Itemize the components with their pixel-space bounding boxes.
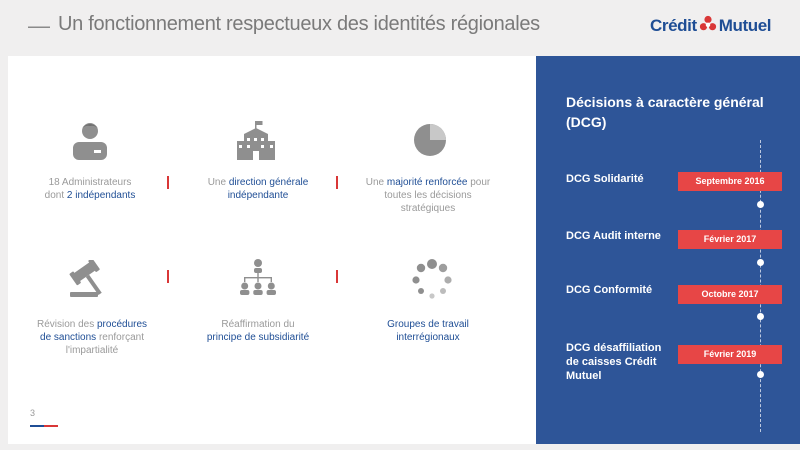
footer-flag-bar bbox=[30, 425, 58, 427]
administrators-highlight: 2 indépendants bbox=[66, 190, 136, 201]
groups-line1: Groupes de travail bbox=[387, 319, 469, 330]
red-separator bbox=[167, 176, 169, 189]
timeline-label: DCG Solidarité bbox=[566, 173, 644, 185]
logo-text-left: Crédit bbox=[650, 16, 697, 35]
org-chart-icon bbox=[236, 258, 280, 307]
majority-line3: stratégiques bbox=[400, 203, 456, 214]
direction-text bbox=[196, 176, 320, 202]
majority-suffix: pour bbox=[467, 177, 491, 188]
logo-text-right: Mutuel bbox=[718, 16, 772, 35]
majority-line2: toutes les décisions bbox=[384, 190, 472, 201]
sanctions-line3: l'impartialité bbox=[65, 345, 119, 356]
majority-highlight: majorité renforcée bbox=[386, 177, 468, 188]
groups-text bbox=[366, 318, 490, 344]
red-separator bbox=[336, 270, 338, 283]
timeline-dot bbox=[757, 259, 764, 266]
pie-chart-icon bbox=[410, 120, 450, 165]
timeline-label: DCG désaffiliation de caisses Crédit Mutuel bbox=[566, 342, 662, 382]
timeline-date-badge: Septembre 2016 bbox=[678, 172, 782, 191]
spinner-dots-icon bbox=[410, 258, 454, 307]
red-separator bbox=[167, 270, 169, 283]
sanctions-prefix: Révision des bbox=[36, 319, 97, 330]
page-number: 3 bbox=[30, 408, 36, 418]
credit-mutuel-logo bbox=[650, 14, 771, 38]
direction-prefix: Une bbox=[207, 177, 229, 188]
timeline-label: DCG Conformité bbox=[566, 284, 653, 296]
building-icon bbox=[236, 120, 276, 167]
timeline-dot bbox=[757, 201, 764, 208]
subsidiarity-line1: Réaffirmation du bbox=[221, 319, 295, 330]
administrators-text bbox=[30, 176, 150, 202]
groups-line2: interrégionaux bbox=[396, 332, 460, 343]
timeline-dot bbox=[757, 313, 764, 320]
sanctions-highlight-1: procédures bbox=[97, 319, 148, 330]
sanctions-highlight-2: de sanctions bbox=[40, 332, 97, 343]
timeline-date-badge: Février 2017 bbox=[678, 230, 782, 249]
main-panel bbox=[8, 56, 536, 444]
administrators-line1: 18 Administrateurs bbox=[48, 177, 132, 188]
timeline-label: DCG Audit interne bbox=[566, 230, 661, 242]
timeline-date-badge: Février 2019 bbox=[678, 345, 782, 364]
sidebar-title: Décisions à caractère général (DCG) bbox=[566, 94, 764, 130]
timeline-date-badge: Octobre 2017 bbox=[678, 285, 782, 304]
timeline-dot bbox=[757, 371, 764, 378]
red-separator bbox=[336, 176, 338, 189]
slide-title: Un fonctionnement respectueux des identités régionales bbox=[58, 13, 540, 35]
direction-highlight: direction générale bbox=[228, 177, 309, 188]
direction-line2: indépendante bbox=[227, 190, 289, 201]
title-dash: — bbox=[28, 13, 50, 38]
logo-mark-icon bbox=[699, 15, 717, 38]
person-icon bbox=[70, 120, 110, 167]
sanctions-text bbox=[30, 318, 154, 357]
majority-text bbox=[362, 176, 494, 215]
subsidiarity-highlight: principe de subsidiarité bbox=[206, 332, 310, 343]
administrators-prefix: dont bbox=[44, 190, 67, 201]
slide-header bbox=[0, 0, 800, 56]
gavel-icon bbox=[68, 260, 112, 303]
majority-prefix: Une bbox=[365, 177, 387, 188]
sanctions-suffix: renforçant bbox=[96, 332, 144, 343]
subsidiarity-text bbox=[196, 318, 320, 344]
